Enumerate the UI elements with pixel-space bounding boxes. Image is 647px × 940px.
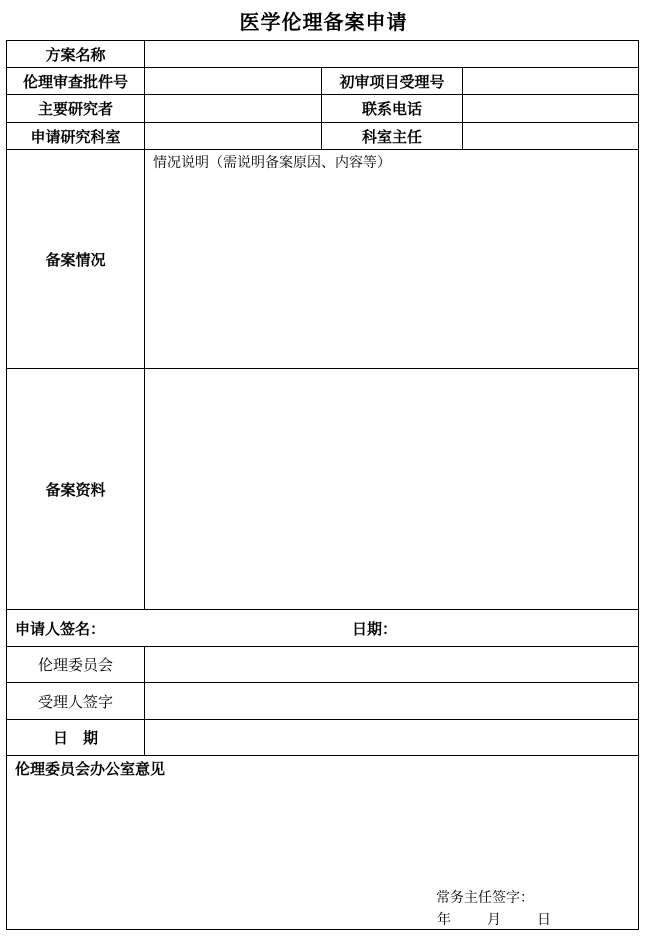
applying-department-label: 申请研究科室 [30,127,121,146]
date-row-label: 日 期 [52,729,98,747]
filing-situation-label: 备案情况 [45,250,106,269]
receiver-signature-label: 受理人签字 [37,692,113,711]
scheme-name-label: 方案名称 [45,45,106,64]
year-label: 年 [437,912,451,928]
ethics-approval-no-label: 伦理审查批件号 [22,72,128,91]
filing-situation-hint: 情况说明（需说明备案原因、内容等） [153,155,391,171]
date-label: 日期： [352,619,398,638]
applicant-signature-label: 申请人签名： [15,619,106,638]
day-label: 日 [537,912,551,928]
director-signature-label: 常务主任签字： [436,890,534,906]
grid-line [638,40,639,930]
grid-line [144,646,145,756]
initial-acceptance-no-label: 初审项目受理号 [339,72,445,91]
office-opinion-label: 伦理委员会办公室意见 [15,759,166,778]
filing-materials-label: 备案资料 [45,480,106,499]
grid-line [6,755,639,756]
grid-line [6,929,639,930]
principal-investigator-label: 主要研究者 [37,100,113,118]
grid-line [462,67,463,150]
contact-phone-label: 联系电话 [361,100,422,118]
grid-line [144,40,145,610]
department-director-label: 科室主任 [361,127,422,146]
month-label: 月 [487,912,501,928]
ethics-committee-label: 伦理委员会 [37,656,113,674]
document-title: 医学伦理备案申请 [239,10,408,34]
